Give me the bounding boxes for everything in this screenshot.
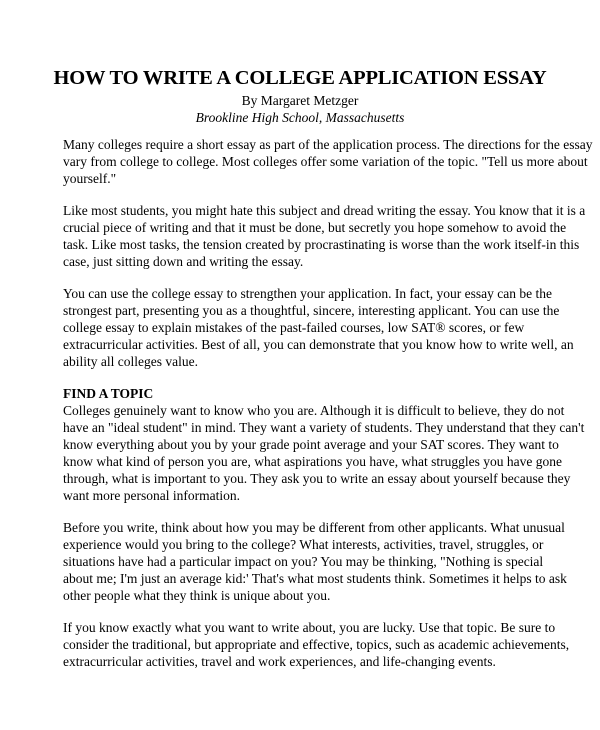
- paragraph-line: case, just sitting down and writing the essay.: [63, 254, 304, 269]
- section-heading: FIND A TOPIC: [63, 386, 154, 401]
- paragraph-line: experience would you bring to the college? What interests, activities, travel, struggles, or: [63, 537, 544, 552]
- paragraph-line: college essay to explain mistakes of the past-failed courses, low SAT® scores, or few: [63, 320, 525, 335]
- paragraph-line: about me; I'm just an average kid:' That's what most students think. Sometimes it helps to ask: [63, 571, 567, 586]
- paragraph-line: Many colleges require a short essay as part of the application process. The directions for the essay: [63, 137, 593, 152]
- paragraph-line: Before you write, think about how you may be different from other applicants. What unusual: [63, 520, 565, 535]
- paragraph-line: task. Like most tasks, the tension created by procrastinating is worse than the work itself-in this: [63, 237, 580, 252]
- paragraph-3: [63, 285, 574, 370]
- paragraph-line: know everything about you by your grade point average and your SAT scores. They want to: [63, 437, 559, 452]
- paragraph-line: extracurricular activities. Best of all, you can demonstrate that you know how to write well, an: [63, 337, 574, 352]
- paragraph-line: situations have had a particular impact on you? You may be thinking, "Nothing is special: [63, 554, 544, 569]
- author-byline: By Margaret Metzger: [241, 93, 359, 108]
- document-title: HOW TO WRITE A COLLEGE APPLICATION ESSAY: [53, 67, 547, 89]
- paragraph-line: crucial piece of writing and that it must be done, but secretly you hope somehow to avoid the: [63, 220, 567, 235]
- paragraph-1: [63, 136, 593, 187]
- paragraph-line: vary from college to college. Most colleges offer some variation of the topic. "Tell us more about: [63, 154, 588, 169]
- paragraph-line: other people what they think is unique about you.: [63, 588, 331, 603]
- paragraph-line: You can use the college essay to strengthen your application. In fact, your essay can be the: [63, 286, 552, 301]
- paragraph-2: [63, 202, 586, 270]
- paragraph-line: through, what is important to you. They ask you to write an essay about yourself because they: [63, 471, 571, 486]
- paragraph-line: If you know exactly what you want to write about, you are lucky. Use that topic. Be sure to: [63, 620, 556, 635]
- paragraph-line: know what kind of person you are, what aspirations you have, what struggles you have gone: [63, 454, 563, 469]
- paragraph-4: [63, 385, 585, 504]
- paragraph-line: strongest part, presenting you as a thoughtful, sincere, interesting applicant. You can use the: [63, 303, 560, 318]
- author-school: Brookline High School, Massachusetts: [195, 110, 405, 125]
- paragraph-line: ability all colleges value.: [63, 354, 198, 369]
- paragraph-5: [63, 519, 567, 604]
- paragraph-line: Like most students, you might hate this subject and dread writing the essay. You know that it is a: [63, 203, 586, 218]
- paragraph-line: extracurricular activities, travel and work experiences, and life-changing events.: [63, 654, 496, 669]
- paragraph-line: yourself.": [63, 171, 117, 186]
- paragraph-line: consider the traditional, but appropriate and effective, topics, such as academic achievements,: [63, 637, 570, 652]
- paragraph-6: [63, 619, 570, 670]
- paragraph-line: want more personal information.: [63, 488, 240, 503]
- paragraph-line: have an "ideal student" in mind. They want a variety of students. They understand that they can't: [63, 420, 585, 435]
- document-body: [63, 136, 593, 670]
- paragraph-line: Colleges genuinely want to know who you are. Although it is difficult to believe, they do not: [63, 403, 565, 418]
